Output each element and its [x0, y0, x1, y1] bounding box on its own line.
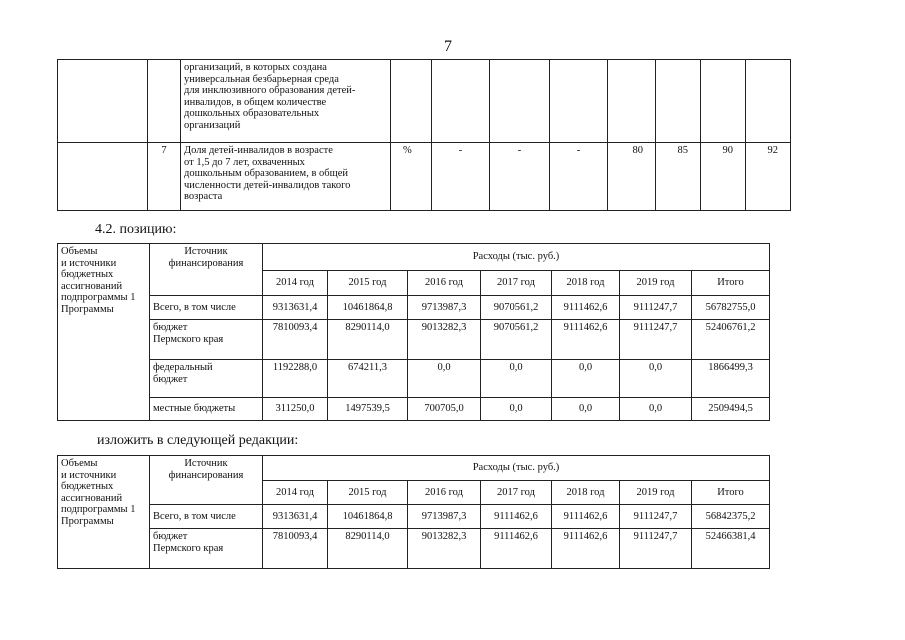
table-row — [58, 60, 791, 143]
table-cell — [58, 60, 148, 143]
year-header: 2018 год — [552, 271, 620, 296]
value-cell: 1192288,0 — [263, 360, 328, 398]
value-cell: 52406761,2 — [692, 320, 770, 360]
value-cell — [701, 60, 746, 143]
expenses-header: Расходы (тыс. руб.) — [263, 244, 770, 271]
source-cell: Всего, в том числе — [150, 296, 263, 320]
value-cell: 85 — [656, 143, 701, 211]
year-header: 2015 год — [328, 481, 408, 505]
value-cell: 92 — [746, 143, 791, 211]
year-header: 2018 год — [552, 481, 620, 505]
value-cell: 9313631,4 — [263, 296, 328, 320]
value-cell: 0,0 — [481, 398, 552, 421]
value-cell: 9313631,4 — [263, 505, 328, 529]
value-cell: 9070561,2 — [481, 296, 552, 320]
value-cell: 0,0 — [620, 398, 692, 421]
value-cell — [490, 60, 550, 143]
row-number — [148, 60, 181, 143]
value-cell: 90 — [701, 143, 746, 211]
year-header: 2017 год — [481, 481, 552, 505]
value-cell: 9111462,6 — [481, 529, 552, 569]
caption-position: 4.2. позицию: — [95, 222, 177, 237]
year-header: 2019 год — [620, 481, 692, 505]
value-cell: 52466381,4 — [692, 529, 770, 569]
value-cell: 56842375,2 — [692, 505, 770, 529]
value-cell: 700705,0 — [408, 398, 481, 421]
source-cell: федеральный бюджет — [150, 360, 263, 398]
source-cell: бюджет Пермского края — [150, 320, 263, 360]
value-cell: 9111247,7 — [620, 505, 692, 529]
value-cell: 0,0 — [481, 360, 552, 398]
value-cell: - — [550, 143, 608, 211]
table-row — [58, 320, 770, 360]
year-header: 2016 год — [408, 481, 481, 505]
value-cell: 1497539,5 — [328, 398, 408, 421]
financing-label: Объемы и источники бюджетных ассигнований подпрограммы 1 Программы — [58, 456, 150, 569]
value-cell: 0,0 — [552, 360, 620, 398]
value-cell: 9111247,7 — [620, 529, 692, 569]
table-row — [58, 398, 770, 421]
value-cell — [656, 60, 701, 143]
year-header: Итого — [692, 271, 770, 296]
value-cell: 1866499,3 — [692, 360, 770, 398]
value-cell: 9111462,6 — [481, 505, 552, 529]
year-header: 2017 год — [481, 271, 552, 296]
value-cell: 9111462,6 — [552, 296, 620, 320]
indicator-text: организаций, в которых создана универсальная безбарьерная среда для инклюзивного образования детей- инвалидов, в общем количестве дошкольных образовательных организаций — [181, 60, 391, 143]
year-header: 2015 год — [328, 271, 408, 296]
table-row — [58, 296, 770, 320]
value-cell: 9111462,6 — [552, 320, 620, 360]
value-cell: 7810093,4 — [263, 529, 328, 569]
value-cell: - — [432, 143, 490, 211]
table-row — [58, 505, 770, 529]
value-cell: 9111462,6 — [552, 505, 620, 529]
value-cell: 10461864,8 — [328, 505, 408, 529]
year-header: 2014 год — [263, 271, 328, 296]
unit-cell — [391, 60, 432, 143]
year-header: Итого — [692, 481, 770, 505]
source-header: Источник финансирования — [150, 456, 263, 505]
source-header: Источник финансирования — [150, 244, 263, 296]
value-cell: 0,0 — [620, 360, 692, 398]
value-cell: - — [490, 143, 550, 211]
value-cell: 80 — [608, 143, 656, 211]
indicator-text: Доля детей-инвалидов в возрасте от 1,5 до 7 лет, охваченных дошкольным образованием, в общей численности детей-инвалидов такого возраста — [181, 143, 391, 211]
value-cell: 674211,3 — [328, 360, 408, 398]
value-cell: 0,0 — [408, 360, 481, 398]
year-header: 2016 год — [408, 271, 481, 296]
value-cell: 9111247,7 — [620, 320, 692, 360]
value-cell: 7810093,4 — [263, 320, 328, 360]
source-cell: местные бюджеты — [150, 398, 263, 421]
value-cell: 0,0 — [552, 398, 620, 421]
financing-table-new — [57, 455, 770, 569]
unit-cell: % — [391, 143, 432, 211]
value-cell: 9070561,2 — [481, 320, 552, 360]
value-cell: 9713987,3 — [408, 296, 481, 320]
row-number: 7 — [148, 143, 181, 211]
value-cell — [432, 60, 490, 143]
table-cell — [58, 143, 148, 211]
value-cell: 9713987,3 — [408, 505, 481, 529]
financing-label: Объемы и источники бюджетных ассигнований подпрограммы 1 Программы — [58, 244, 150, 421]
value-cell: 8290114,0 — [328, 320, 408, 360]
caption-new-edition: изложить в следующей редакции: — [97, 433, 299, 448]
value-cell: 10461864,8 — [328, 296, 408, 320]
value-cell: 8290114,0 — [328, 529, 408, 569]
value-cell: 9013282,3 — [408, 529, 481, 569]
value-cell: 9111247,7 — [620, 296, 692, 320]
source-cell: Всего, в том числе — [150, 505, 263, 529]
financing-table-old — [57, 243, 770, 421]
value-cell — [608, 60, 656, 143]
value-cell: 2509494,5 — [692, 398, 770, 421]
value-cell — [550, 60, 608, 143]
source-cell: бюджет Пермского края — [150, 529, 263, 569]
indicator-table — [57, 59, 791, 211]
value-cell: 56782755,0 — [692, 296, 770, 320]
table-row — [58, 360, 770, 398]
year-header: 2014 год — [263, 481, 328, 505]
year-header: 2019 год — [620, 271, 692, 296]
expenses-header: Расходы (тыс. руб.) — [263, 456, 770, 481]
value-cell: 311250,0 — [263, 398, 328, 421]
table-row — [58, 143, 791, 211]
value-cell: 9111462,6 — [552, 529, 620, 569]
table-row — [58, 244, 770, 271]
value-cell: 9013282,3 — [408, 320, 481, 360]
table-row — [58, 456, 770, 481]
value-cell — [746, 60, 791, 143]
table-row — [58, 529, 770, 569]
page-number: 7 — [444, 38, 452, 55]
